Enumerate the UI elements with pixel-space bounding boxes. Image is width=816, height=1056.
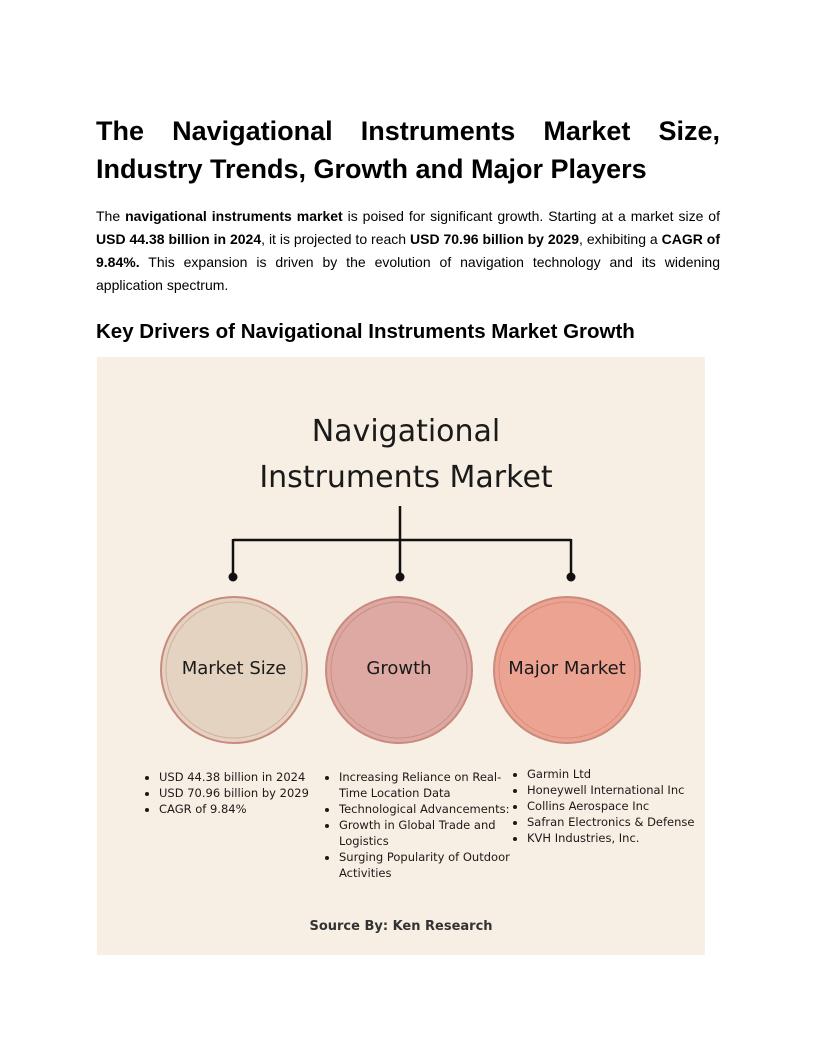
page-title-line-1: The Navigational Instruments Market Size, (96, 116, 720, 146)
list-item: • Surging Popularity of Outdoor Activities (339, 849, 525, 881)
infographic-title (97, 409, 715, 501)
intro-paragraph (96, 205, 720, 297)
list-item: • USD 44.38 billion in 2024 (159, 769, 327, 785)
growth-list (319, 769, 525, 881)
major-market-list (507, 766, 717, 846)
intro-bold-2024-size: USD 44.38 billion in 2024 (96, 231, 262, 247)
list-item: • Growth in Global Trade and Logistics (339, 817, 525, 849)
list-item: • Honeywell International Inc (527, 782, 717, 798)
list-item: • USD 70.96 billion by 2029 (159, 785, 327, 801)
intro-text-4: , exhibiting a (579, 231, 662, 247)
intro-text-2: is poised for significant growth. Starting at a market size of (342, 208, 720, 224)
circle-label-market-size: Market Size (181, 658, 287, 679)
market-infographic (97, 357, 705, 955)
infographic-title-line-1: Navigational (311, 414, 501, 449)
connector-dot-center (396, 573, 405, 582)
connector-lines (233, 506, 571, 576)
source-credit: Source By: Ken Research (309, 919, 493, 934)
list-item: • Collins Aerospace Inc (527, 798, 717, 814)
infographic-title-line-2: Instruments Market (259, 460, 553, 495)
connector-dot-right (567, 573, 576, 582)
page-title-line-2: Industry Trends, Growth and Major Players (96, 154, 647, 184)
list-item: • KVH Industries, Inc. (527, 830, 717, 846)
intro-bold-cagr: CAGR of 9.84%. (96, 231, 721, 270)
list-item: • Increasing Reliance on Real-Time Location Data (339, 769, 525, 801)
market-size-list (139, 769, 327, 817)
intro-text-5: This expansion is driven by the evolution of navigation technology and its widening application spectrum. (96, 254, 720, 293)
section-heading: Key Drivers of Navigational Instruments Market Growth (96, 320, 635, 343)
list-item: • Garmin Ltd (527, 766, 717, 782)
intro-bold-market: navigational instruments market (125, 208, 343, 224)
intro-bold-2029-size: USD 70.96 billion by 2029 (410, 231, 580, 247)
list-item: • CAGR of 9.84% (159, 801, 327, 817)
circle-label-major-market: Major Market (508, 658, 626, 679)
list-item: • Technological Advancements: (339, 801, 525, 817)
connector-dot-left (229, 573, 238, 582)
circle-label-growth: Growth (366, 658, 432, 679)
page-title (96, 112, 720, 188)
intro-text-1: The (96, 208, 126, 224)
list-item: • Safran Electronics & Defense (527, 814, 717, 830)
intro-text-3: , it is projected to reach (261, 231, 410, 247)
